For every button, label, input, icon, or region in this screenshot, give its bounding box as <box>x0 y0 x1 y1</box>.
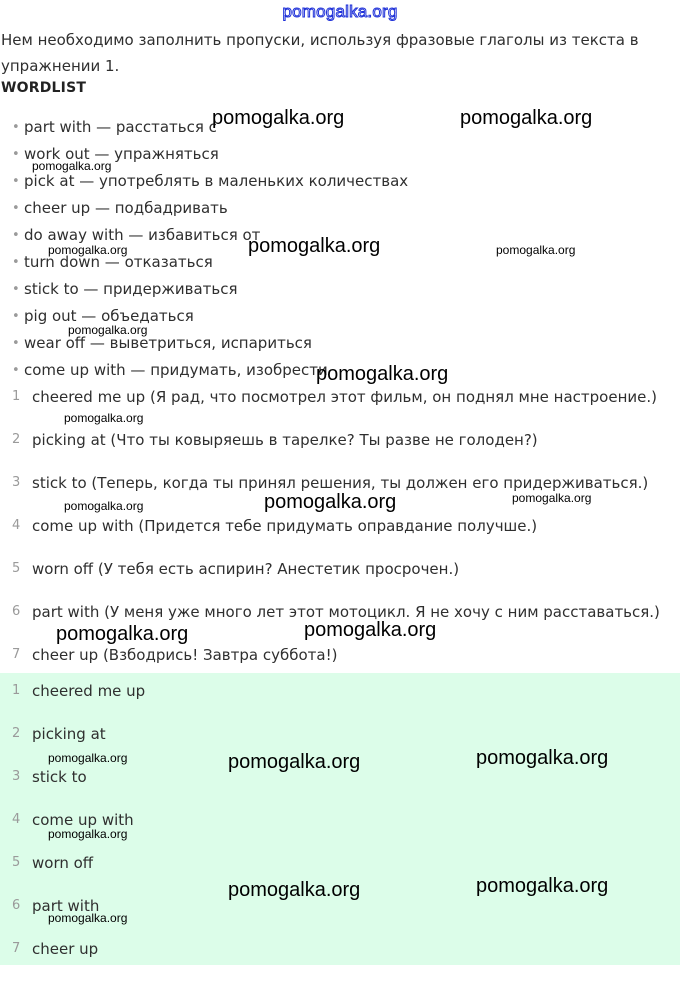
answer-text: worn off (У тебя есть аспирин? Анестетик просрочен.) <box>32 560 460 578</box>
answer-number: 4 <box>12 812 21 827</box>
wordlist-item <box>0 114 408 141</box>
wordlist-item-text: part with — расстаться с <box>24 118 217 136</box>
answer-text: stick to <box>32 768 87 786</box>
answer-text: cheered me up (Я рад, что посмотрел этот фильм, он поднял мне настроение.) <box>32 388 657 406</box>
answer-number: 3 <box>12 475 21 490</box>
answer-text: picking at (Что ты ковыряешь в тарелке? Ты разве не голоден?) <box>32 431 538 449</box>
watermark: pomogalka.org <box>264 491 397 513</box>
exercise-instructions: Нем необходимо заполнить пропуски, используя фразовые глаголы из текста в упражнении 1. <box>1 31 639 75</box>
answer-number: 5 <box>12 855 21 870</box>
wordlist-item <box>0 303 408 330</box>
answer-text: picking at <box>32 725 106 743</box>
wordlist-item-text: stick to — придерживаться <box>24 280 238 298</box>
answer-item <box>0 940 145 983</box>
wordlist-item-text: pick at — употреблять в маленьких количествах <box>24 172 409 190</box>
wordlist-item <box>0 330 408 357</box>
wordlist-title: WORDLIST <box>1 80 87 96</box>
watermark: pomogalka.org <box>56 623 189 645</box>
answer-text: part with (У меня уже много лет этот мотоцикл. Я не хочу с ним расставаться.) <box>32 603 660 621</box>
wordlist-item <box>0 195 408 222</box>
answer-number: 4 <box>12 518 21 533</box>
answer-number: 2 <box>12 432 21 447</box>
answer-item <box>0 768 145 811</box>
wordlist-item-text: wear off — выветриться, испариться <box>24 334 312 352</box>
watermark: pomogalka.org <box>512 491 592 505</box>
watermark: pomogalka.org <box>476 747 609 769</box>
watermark: pomogalka.org <box>476 875 609 897</box>
wordlist-item-text: cheer up — подбадривать <box>24 199 228 217</box>
bullet-icon: • <box>12 147 20 162</box>
watermark: pomogalka.org <box>228 751 361 773</box>
answer-text: come up with (Придется тебе придумать оправдание получше.) <box>32 517 538 535</box>
wordlist-item-text: come up with — придумать, изобрести <box>24 361 328 379</box>
watermark: pomogalka.org <box>460 107 593 129</box>
watermark: pomogalka.org <box>248 235 381 257</box>
answer-item <box>0 431 660 474</box>
header-watermark: pomogalka.org <box>282 2 398 21</box>
answer-item <box>0 517 660 560</box>
bullet-icon: • <box>12 174 20 189</box>
bullet-icon: • <box>12 228 20 243</box>
watermark: pomogalka.org <box>68 323 148 337</box>
answer-number: 6 <box>12 604 21 619</box>
answer-number: 7 <box>12 647 21 662</box>
bullet-icon: • <box>12 309 20 324</box>
answer-text: stick to (Теперь, когда ты принял решения, ты должен его придерживаться.) <box>32 474 649 492</box>
answer-item <box>0 560 660 603</box>
watermark: pomogalka.org <box>64 411 144 425</box>
wordlist-item-text: do away with — избавиться от <box>24 226 261 244</box>
watermark: pomogalka.org <box>64 499 144 513</box>
watermark: pomogalka.org <box>228 879 361 901</box>
answer-item <box>0 854 145 897</box>
answer-item <box>0 682 145 725</box>
answer-text: cheered me up <box>32 682 146 700</box>
watermark: pomogalka.org <box>32 159 112 173</box>
answer-number: 5 <box>12 561 21 576</box>
watermark: pomogalka.org <box>496 243 576 257</box>
answer-number: 3 <box>12 769 21 784</box>
bullet-icon: • <box>12 255 20 270</box>
answer-text: part with <box>32 897 100 915</box>
bullet-icon: • <box>12 336 20 351</box>
bullet-icon: • <box>12 282 20 297</box>
bullet-icon: • <box>12 363 20 378</box>
watermark: pomogalka.org <box>316 363 449 385</box>
watermark: pomogalka.org <box>48 911 128 925</box>
watermark: pomogalka.org <box>304 619 437 641</box>
answer-text: cheer up (Взбодрись! Завтра суббота!) <box>32 646 338 664</box>
answer-number: 2 <box>12 726 21 741</box>
answer-number: 1 <box>12 389 21 404</box>
answer-text: come up with <box>32 811 134 829</box>
watermark: pomogalka.org <box>48 751 128 765</box>
watermark: pomogalka.org <box>212 107 345 129</box>
answer-text: cheer up <box>32 940 99 958</box>
wordlist-item <box>0 276 408 303</box>
bullet-icon: • <box>12 201 20 216</box>
wordlist-item-text: turn down — отказаться <box>24 253 213 271</box>
wordlist-item-text: work out — упражняться <box>24 145 219 163</box>
answer-text: worn off <box>32 854 94 872</box>
answer-number: 1 <box>12 683 21 698</box>
answer-number: 7 <box>12 941 21 956</box>
wordlist-item-text: pig out — объедаться <box>24 307 194 325</box>
watermark: pomogalka.org <box>48 827 128 841</box>
watermark: pomogalka.org <box>48 243 128 257</box>
bullet-icon: • <box>12 120 20 135</box>
answer-number: 6 <box>12 898 21 913</box>
